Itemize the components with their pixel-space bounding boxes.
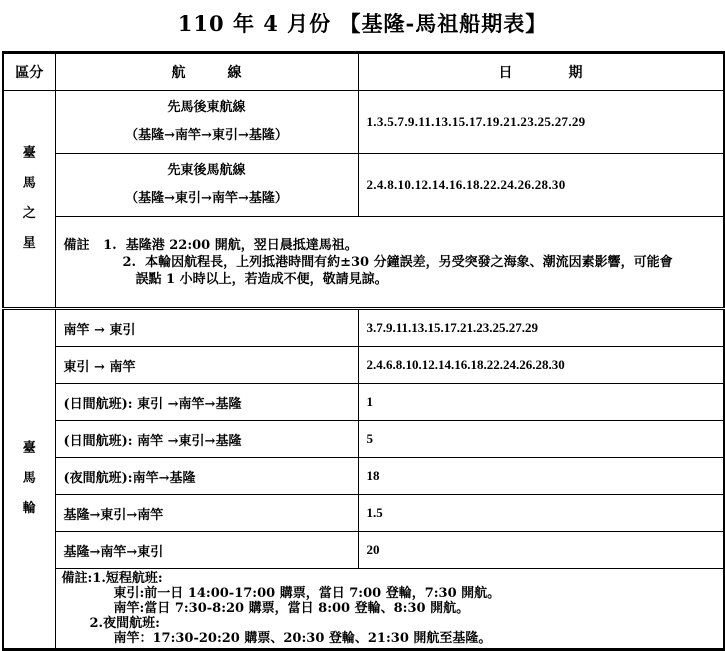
table-row <box>3 384 724 421</box>
route-cell: 基隆→南竿→東引 <box>55 532 358 569</box>
route-cell: (日間航班): 南竿 →東引→基隆 <box>55 421 358 458</box>
table-row <box>3 532 724 569</box>
dates-cell: 1.5 <box>358 495 724 532</box>
ship-label-taimazhixing <box>3 91 55 309</box>
note-item: 1. 基隆港 22:00 開航，翌日晨抵達馬祖。 <box>103 237 358 253</box>
note-label: 備註 <box>63 237 90 253</box>
route-cell <box>55 91 358 154</box>
ship-char: 星 <box>22 236 36 251</box>
ship-char: 之 <box>22 206 36 221</box>
table-row <box>3 458 724 495</box>
dates-cell: 18 <box>358 458 724 495</box>
note-line: 備註:1.短程航班: <box>61 571 163 586</box>
notes-cell <box>55 217 724 309</box>
route-cell: 東引 → 南竿 <box>55 347 358 384</box>
note-line: 南竿:當日 7:30-8:20 購票，當日 8:00 登輪、8:30 開航。 <box>113 601 470 616</box>
table-row <box>3 347 724 384</box>
table-row <box>3 154 724 217</box>
page-title: 110 年 4 月份 【基隆-馬祖船期表】 <box>177 11 548 36</box>
note-line: 南竿：17:30-20:20 購票、20:30 登輪、21:30 開航至基隆。 <box>113 631 492 646</box>
header-route: 航 線 <box>55 53 358 91</box>
dates-cell: 2.4.6.8.10.12.14.16.18.22.24.26.28.30 <box>358 347 724 384</box>
table-header-row <box>3 53 724 91</box>
ship-label-taimalun <box>3 309 55 650</box>
table-row <box>3 495 724 532</box>
note-item: 誤點 1 小時以上，若造成不便，敬請見諒。 <box>135 271 388 287</box>
route-path: （基隆→南竿→東引→基隆） <box>125 128 288 143</box>
ship-char: 臺 <box>22 441 36 456</box>
route-cell: 南竿 → 東引 <box>55 309 358 347</box>
dates-cell: 3.7.9.11.13.15.17.21.23.25.27.29 <box>358 309 724 347</box>
notes-row <box>3 217 724 309</box>
note-line: 2.夜間航班: <box>89 616 160 631</box>
dates-cell: 1 <box>358 384 724 421</box>
dates-cell: 1.3.5.7.9.11.13.15.17.19.21.23.25.27.29 <box>358 91 724 154</box>
notes-row <box>3 569 724 650</box>
schedule-table <box>2 51 725 651</box>
table-row <box>3 309 724 347</box>
notes-cell <box>55 569 724 650</box>
route-cell: (夜間航班):南竿→基隆 <box>55 458 358 495</box>
dates-cell: 5 <box>358 421 724 458</box>
route-name: 先馬後東航線 <box>167 100 246 115</box>
header-dates: 日 期 <box>358 53 724 91</box>
dates-cell: 20 <box>358 532 724 569</box>
ship-char: 臺 <box>22 146 36 161</box>
route-path: （基隆→東引→南竿→基隆） <box>125 191 288 206</box>
route-cell: (日間航班): 東引 →南竿→基隆 <box>55 384 358 421</box>
header-category: 區分 <box>3 53 55 91</box>
route-cell: 基隆→東引→南竿 <box>55 495 358 532</box>
table-row <box>3 91 724 154</box>
dates-cell: 2.4.8.10.12.14.16.18.22.24.26.28.30 <box>358 154 724 217</box>
note-line <box>64 237 715 254</box>
note-line: 東引:前一日 14:00-17:00 購票，當日 7:00 登輪，7:30 開航。 <box>113 586 501 601</box>
route-cell <box>55 154 358 217</box>
ship-char: 輪 <box>22 501 36 516</box>
note-item: 2. 本輪因航程長，上列抵港時間有約±30 分鐘誤差，另受突發之海象、潮流因素影響，可能會 <box>122 254 673 270</box>
table-row <box>3 421 724 458</box>
route-name: 先東後馬航線 <box>167 163 246 178</box>
ship-char: 馬 <box>22 471 36 486</box>
ship-char: 馬 <box>22 176 36 191</box>
